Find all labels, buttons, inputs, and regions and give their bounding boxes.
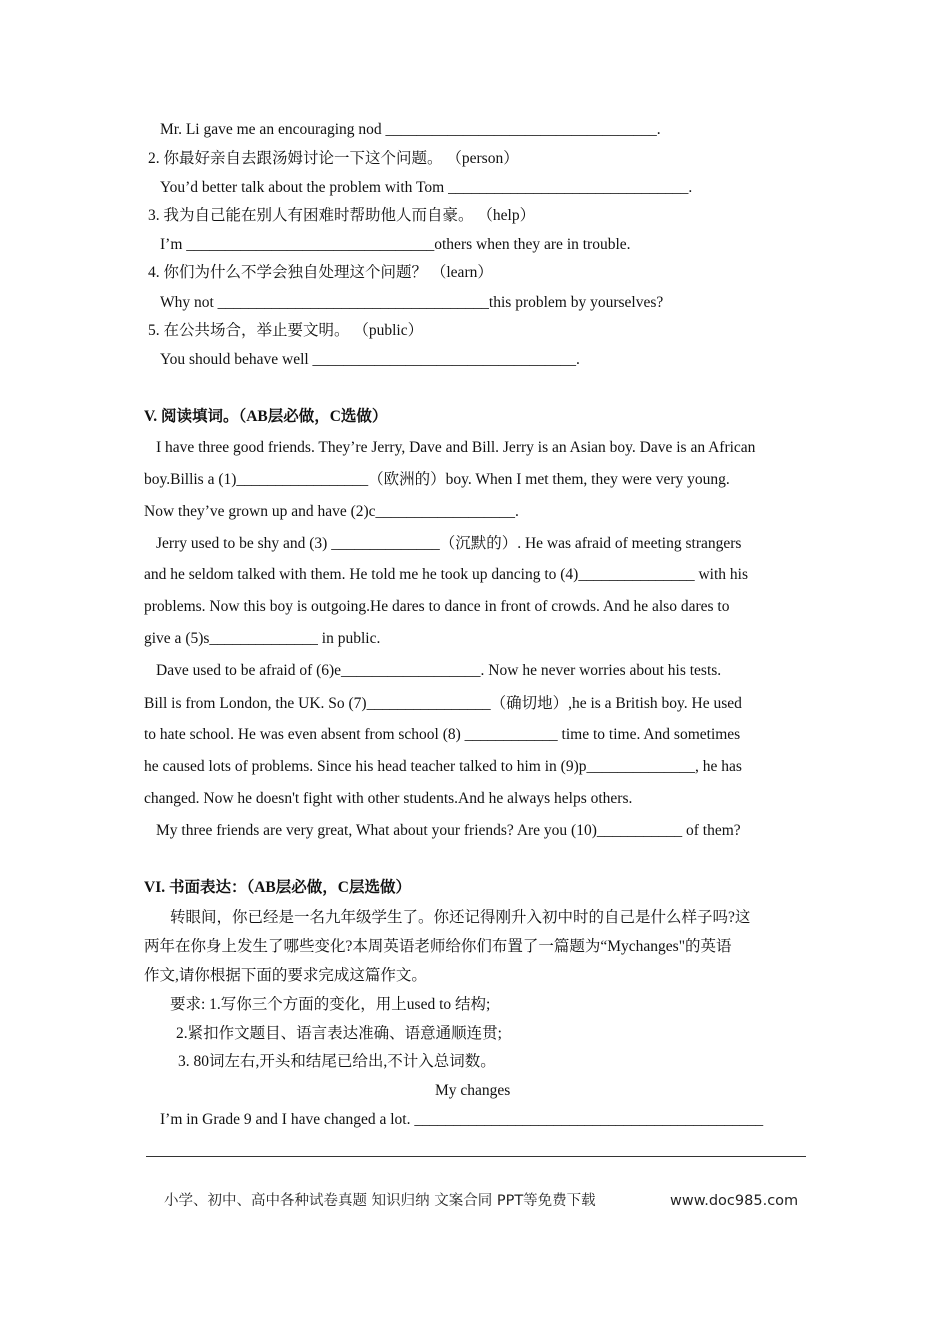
essay-opening: I’m in Grade 9 and I have changed a lot. _____________________________________________ — [160, 1111, 764, 1128]
writing-intro: 转眼间，你已经是一名九年级学生了。你还记得刚升入初中时的自己是什么样子吗?这 — [170, 909, 751, 926]
q3-chinese: 3. 我为自己能在别人有困难时帮助他人而自豪。 （help） — [148, 207, 536, 224]
q4-chinese: 4. 你们为什么不学会独自处理这个问题？ （learn） — [148, 264, 493, 281]
passage-line: changed. Now he doesn't fight with other students.And he always helps others. — [144, 790, 633, 807]
passage-line: Jerry used to be shy and (3) ______________（沉默的）. He was afraid of meeting strangers — [156, 535, 742, 552]
passage-line: I have three good friends. They’re Jerry, Dave and Bill. Jerry is an Asian boy. Dave is an African — [156, 439, 756, 456]
q5-english: You should behave well __________________________________. — [160, 351, 580, 368]
passage-line: problems. Now this boy is outgoing.He dares to dance in front of crowds. And he also dares to — [144, 598, 730, 615]
passage-line: boy.Billis a (1)_________________（欧洲的）boy. When I met them, they were very young. — [144, 471, 730, 488]
q5-chinese: 5. 在公共场合，举止要文明。 （public） — [148, 322, 424, 339]
passage-line: to hate school. He was even absent from school (8) ____________ time to time. And sometimes — [144, 726, 741, 743]
q2-english: You’d better talk about the problem with Tom _______________________________. — [160, 179, 693, 196]
essay-title: My changes — [435, 1082, 511, 1099]
passage-line: Dave used to be afraid of (6)e__________________. Now he never worries about his tests. — [156, 662, 722, 679]
writing-intro: 作文,请你根据下面的要求完成这篇作文。 — [144, 967, 427, 984]
q3-english: I’m ________________________________others when they are in trouble. — [160, 236, 631, 253]
passage-line: My three friends are very great, What about your friends? Are you (10)___________ of them? — [156, 822, 741, 839]
passage-line: and he seldom talked with them. He told me he took up dancing to (4)_______________ with his — [144, 566, 748, 583]
footer-website: www.doc985.com — [670, 1193, 799, 1209]
writing-requirement: 2.紧扣作文题目、语言表达准确、语意通顺连贯; — [176, 1025, 502, 1042]
q1-english: Mr. Li gave me an encouraging nod ___________________________________. — [160, 121, 661, 138]
writing-requirement: 要求: 1.写你三个方面的变化，用上used to 结构; — [170, 996, 491, 1013]
passage-line: Bill is from London, the UK. So (7)________________（确切地）,he is a British boy. He used — [144, 695, 742, 712]
q4-english: Why not ___________________________________this problem by yourselves? — [160, 294, 664, 311]
passage-line: he caused lots of problems. Since his head teacher talked to him in (9)p______________, he has — [144, 758, 742, 775]
q2-chinese: 2. 你最好亲自去跟汤姆讨论一下这个问题。 （person） — [148, 150, 519, 167]
footer-text: 小学、初中、高中各种试卷真题 知识归纳 文案合同 PPT等免费下载 — [164, 1193, 596, 1209]
answer-line — [146, 1156, 806, 1157]
writing-intro: 两年在你身上发生了哪些变化?本周英语老师给你们布置了一篇题为“Mychanges"的英语 — [144, 938, 732, 955]
writing-requirement: 3. 80词左右,开头和结尾已给出,不计入总词数。 — [178, 1053, 496, 1070]
passage-line: Now they’ve grown up and have (2)c__________________. — [144, 503, 519, 520]
passage-line: give a (5)s______________ in public. — [144, 630, 381, 647]
section-5-heading: V. 阅读填词。（AB层必做，C选做） — [144, 408, 388, 425]
section-6-heading: VI. 书面表达：（AB层必做，C层选做） — [144, 879, 411, 896]
